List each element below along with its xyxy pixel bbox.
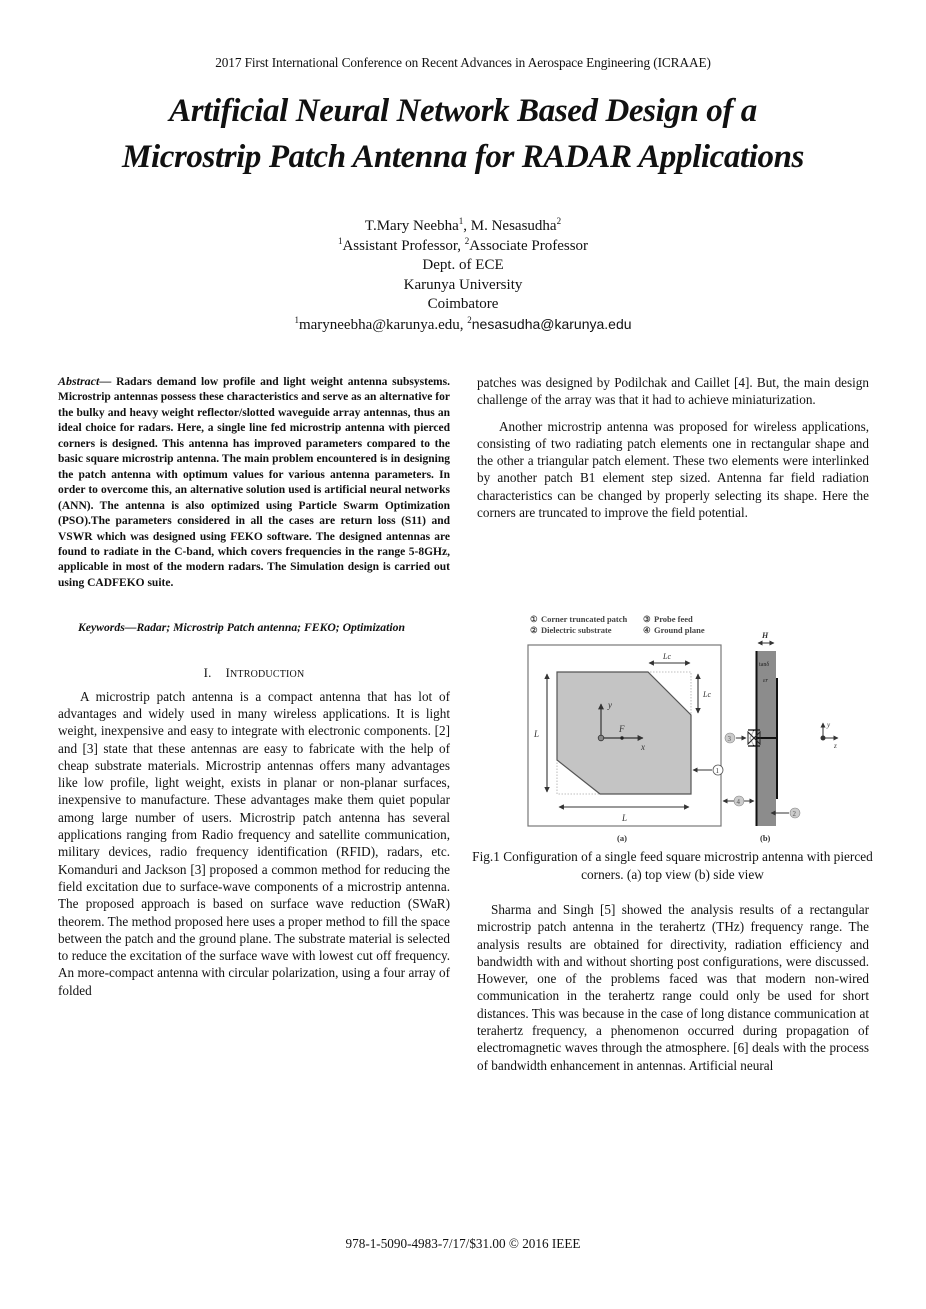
svg-text:②: ② (530, 625, 538, 635)
svg-text:L: L (622, 813, 628, 823)
section-number: I. (203, 665, 212, 681)
role-2-sup: 2 (464, 235, 470, 246)
svg-text:Dielectric substrate: Dielectric substrate (541, 625, 612, 635)
author-1-affil: 1 (458, 216, 464, 226)
author-separator: , (463, 218, 471, 234)
email-1: maryneebha@karunya.edu, (298, 316, 468, 333)
email-2: nesasudha@karunya.edu (471, 315, 632, 332)
role-2: Associate Professor (469, 237, 589, 254)
svg-text:4: 4 (736, 798, 740, 806)
keywords: Keywords—Radar; Microstrip Patch antenna; FEKO; Optimization (78, 621, 405, 635)
svg-text:L: L (534, 729, 540, 739)
author-1: T.Mary Neebha (364, 218, 459, 234)
intro-paragraph-1-continued: patches was designed by Podilchak and Caillet [4]. But, the main design challenge of the array was that it had to achieve miniaturization. (477, 375, 869, 408)
svg-text:(a): (a) (617, 833, 627, 843)
svg-text:Ground plane: Ground plane (654, 625, 705, 635)
svg-text:Corner truncated patch: Corner truncated patch (541, 614, 628, 624)
author-2-affil: 2 (556, 216, 562, 226)
author-university: Karunya University (403, 276, 523, 293)
abstract-lead: Abstract— (58, 374, 112, 388)
right-column-top (477, 374, 869, 521)
email-2-sup: 2 (467, 314, 472, 325)
svg-text:y: y (827, 721, 831, 729)
author-names (0, 217, 926, 237)
conference-header: 2017 First International Conference on Recent Advances in Aerospace Engineering (ICRAAE) (215, 55, 711, 70)
author-dept: Dept. of ECE (422, 257, 504, 274)
section-title-rest: NTRODUCTION (229, 669, 305, 681)
intro-paragraph-3: Sharma and Singh [5] showed the analysis results of a rectangular microstrip patch antenna in the terahertz (THz) frequency range. The analysis results are obtained for directivity, radiation efficiency and bandwidth with and without shorting post configurations, were discussed. However, one of the problems faced was that modern non-wired communication in the terahertz range could only be used for short distances. This was because in the case of long distance communication at terahertz frequency, a phenomenon occurred during propagation of electromagnetic waves through the atmosphere. [6] deals with the process of bandwidth enhancement in antennas. Artificial neural (477, 902, 869, 1073)
svg-text:④: ④ (643, 625, 651, 635)
svg-text:tanδ: tanδ (759, 662, 770, 668)
author-city: Coimbatore (427, 296, 499, 313)
author-roles (0, 237, 926, 257)
svg-text:z: z (834, 742, 837, 750)
svg-text:F: F (619, 724, 625, 734)
author-block (0, 217, 926, 336)
svg-text:εr: εr (763, 677, 769, 684)
role-1-sup: 1 (337, 235, 343, 246)
intro-paragraph-2: Another microstrip antenna was proposed for wireless applications, consisting of two radiating patch elements one in rectangular shape and the other a triangular patch element. These two elements were interlinked by another patch B1 element step sized. Antenna far field radiation characteristics can be changed by properly selecting its shape. Here the corners are truncated to improve the field potential. (477, 418, 869, 521)
abstract (58, 374, 450, 591)
svg-text:①: ① (530, 614, 538, 624)
email-1-sup: 1 (294, 314, 299, 325)
abstract-text: Radars demand low profile and light weight antenna subsystems. Microstrip antennas possess these characteristics and serve as an alternative for the bulky and heavy weight reflector/slotted waveguide array antennas, thus an ideal choice for radars. Here, a single line fed microstrip antenna with pierced corners is designed. This antenna has improved parameters compared to the basic square microstrip antenna. The main problem encountered is in designing the patch antenna with optimum values for various antenna parameters. In order to overcome this, an alternative solution used is artificial neural networks (ANN). The antenna is also optimized using Particle Swarm Optimization (PSO).The parameters considered in all the cases are return loss (S11) and VSWR which was designed using FEKO software. The designed antennas are found to radiate in the C-band, which covers frequencies in the range 5-8GHz, applicable in most of the modern radars. The Simulation design is carried out using CADFEKO suite. (58, 376, 450, 589)
author-emails (0, 315, 926, 336)
right-column-bottom (477, 901, 869, 1074)
antenna-diagram (477, 605, 869, 845)
svg-text:x: x (641, 742, 645, 752)
figure-1-caption: Fig.1 Configuration of a single feed square microstrip antenna with pierced corners. (a) top view (b) side view (472, 849, 873, 882)
svg-text:H: H (762, 631, 769, 640)
svg-text:Probe feed: Probe feed (654, 614, 693, 624)
svg-text:(b): (b) (760, 833, 771, 843)
title-line-2: Microstrip Patch Antenna for RADAR Applications (122, 139, 804, 175)
svg-text:Lc: Lc (663, 652, 671, 661)
author-2: M. Nesasudha (470, 218, 557, 234)
svg-text:3: 3 (727, 735, 731, 743)
intro-paragraph-1: A microstrip patch antenna is a compact antenna that has lot of advantages and widely used in many wireless applications. It is light weight, inexpensive and easy to integrate with electronic components. [2] and [3] state that these antennas are easy to fabricate with the help of cheap substrate materials. Microstrip antennas offers many advantages like low profile, light weight, exists in planar or non-planar surfaces, inexpensive to manufacture. These advantages make them quiet popular among large number of users. Microstrip patch antenna has several applications ranging from Radio frequency and satellite communication, military devices, radio frequency identification (RFID), radars, etc. Komanduri and Jackson [3] proposed a common method for reducing the field excitation due to surface-wave components of a microstrip antenna. The proposed approach is based on surface wave reduction (SWaR) theorem. The method proposed here uses a proper method to fill the space between the patch and the ground plane. The substrate material is selected to reduce the excitation of the surface wave with lowest cut off frequency. An more-compact antenna with circular polarization, using a four array of folded (58, 688, 450, 998)
svg-text:y: y (608, 700, 612, 710)
svg-text:2: 2 (792, 810, 796, 818)
copyright-footer: 978-1-5090-4983-7/17/$31.00 © 2016 IEEE (345, 1236, 581, 1251)
left-column (58, 374, 450, 999)
title-line-1: Artificial Neural Network Based Design of a (169, 93, 757, 129)
paper-title (0, 88, 926, 180)
role-1: Assistant Professor, (342, 237, 465, 254)
section-heading-introduction (58, 664, 450, 683)
svg-text:Lc: Lc (703, 690, 711, 699)
figure-legend (530, 614, 705, 635)
section-title-initial: I (225, 666, 230, 681)
svg-text:1: 1 (715, 767, 719, 775)
figure-1 (477, 605, 869, 845)
svg-text:③: ③ (643, 614, 651, 624)
